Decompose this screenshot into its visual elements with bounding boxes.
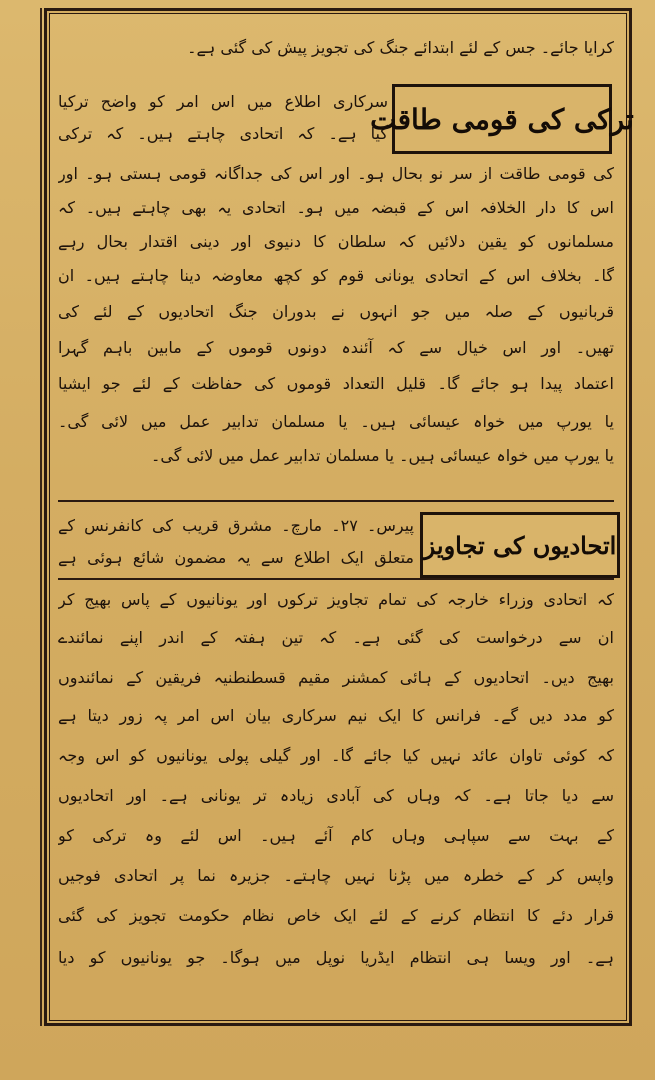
- paragraph2-line: واپس کر کے خطرہ میں پڑنا نہیں چاہتے۔ جزیرہ نما پر اتحادی فوجیں: [58, 866, 614, 885]
- paragraph2-line: کہ اتحادی وزراء خارجہ کی تمام تجاویز ترکوں اور یونانیوں کے پاس بھیج کر: [58, 590, 614, 609]
- paragraph1-line: یا یورپ میں خواہ عیسائی ہیں۔ یا مسلمان تدابیر عمل میں لائی گی۔: [58, 412, 614, 431]
- heading-box-1: [370, 84, 634, 154]
- paragraph1-line: گا۔ بخلاف اس کے اتحادی یونانی قوم کو کچھ معاوضہ دینا چاہتے ہیں۔ ان: [58, 266, 614, 285]
- text-line-beside-heading2-1: پیرس۔ ۲۷۔ مارچ۔ مشرق قریب کی کانفرنس کے: [58, 516, 414, 535]
- paragraph1-line: قربانیوں کے صلہ میں جو انہوں نے بدوران جنگ اتحادیوں کے لئے کی: [58, 302, 614, 321]
- text-line-top: کرایا جائے۔ جس کے لئے ابتدائے جنگ کی تجویز پیش کی گئی ہے۔: [187, 38, 614, 57]
- paragraph2-line: ان سے درخواست کی گئی ہے۔ کہ تین ہفتہ کے اندر اپنے نمائندے: [58, 628, 614, 647]
- paragraph2-line: کے بہت سے سپاہی وہاں کام آئے ہیں۔ اس لئے وہ ترکی کو: [58, 826, 614, 845]
- paragraph2-line: سے دیا جاتا ہے۔ کہ وہاں کی آبادی زیادہ تر یونانی ہے۔ اور اتحادیوں: [58, 786, 614, 805]
- heading-allies-proposals: اتحادیوں کی تجاویز: [423, 530, 617, 560]
- paragraph1-line: تھیں۔ اور اس خیال سے کہ آئندہ دونوں قوموں کے مابین باہم گہرا: [58, 338, 614, 357]
- heading-turkey-national-strength: ترکی کی قومی طاقت: [370, 102, 634, 136]
- paragraph1-line: مسلمانوں کو یقین دلائیں کہ سلطان کا دنیوی اور دینی اقتدار بحال رہے: [58, 232, 614, 251]
- section-divider: [58, 578, 614, 580]
- paragraph2-line: قرار دئے کا انتظام کرنے کے لئے ایک خاص نظام حکومت تجویز کی گئی: [58, 906, 614, 925]
- paragraph2-line: بھیج دیں۔ اتحادیوں کے ہائی کمشنر مقیم قسطنطنیہ فریقین کے نمائندوں: [58, 668, 614, 687]
- text-line-beside-heading1-1: سرکاری اطلاع میں اس امر کو واضح ترکیا: [58, 92, 388, 111]
- section-divider: [58, 500, 614, 502]
- text-line-beside-heading1-2: گیا ہے۔ کہ اتحادی چاہتے ہیں۔ کہ ترکی: [58, 124, 388, 143]
- paragraph2-line: کہ کوئی تاوان عائد نہیں کیا جائے گا۔ اور گیلی پولی یونانیوں کو اس وجہ: [58, 746, 614, 765]
- text-line-beside-heading2-2: متعلق ایک اطلاع سے یہ مضمون شائع ہوئی ہے: [58, 548, 414, 567]
- left-margin-rule: [40, 8, 42, 1026]
- heading-box-2: [420, 512, 620, 578]
- paragraph2-line: ہے۔ اور ویسا ہی انتظام ایڈریا نوپل میں ہوگا۔ جو یونانیوں کو دیا: [58, 948, 614, 967]
- paragraph1-line: اس کا دار الخلافہ اس کے قبضہ میں ہو۔ اتحادی یہ بھی چاہتے ہیں۔ کہ: [58, 198, 614, 217]
- paragraph1-line: یا یورپ میں خواہ عیسائی ہیں۔ یا مسلمان تدابیر عمل میں لائی گی۔: [151, 446, 614, 465]
- paragraph1-line: کی قومی طاقت از سر نو بحال ہو۔ اور اس کی جداگانہ قومی ہستی ہو۔ اور: [58, 164, 614, 183]
- paragraph2-line: کو مدد دیں گے۔ فرانس کا ایک نیم سرکاری بیان اس امر پہ زور دیتا ہے: [58, 706, 614, 725]
- paragraph1-line: اعتماد پیدا ہو جائے گا۔ قلیل التعداد قوموں کی حفاظت کے لئے جو ایشیا: [58, 374, 614, 393]
